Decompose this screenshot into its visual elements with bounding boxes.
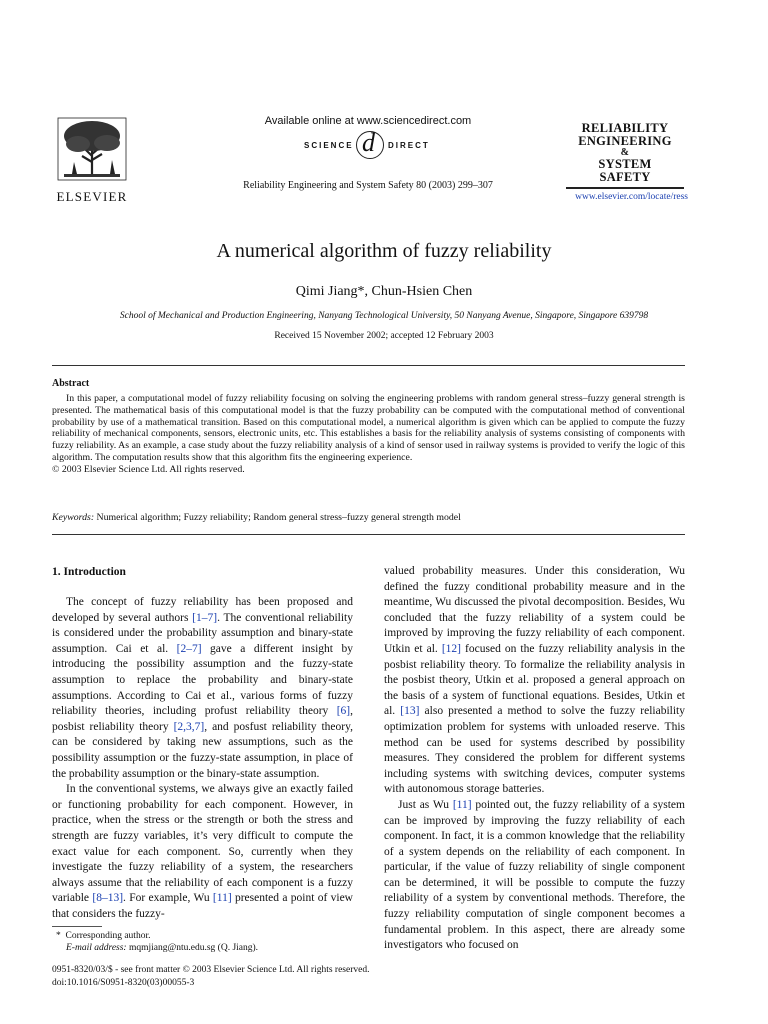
footnote-email: E-mail address: mqmjiang@ntu.edu.sg (Q. Jiang).: [66, 943, 259, 953]
sciencedirect-logo[interactable]: [290, 128, 450, 161]
journal-logo-line-1: RELIABILITY: [581, 121, 669, 135]
journal-logo-box: [566, 120, 684, 189]
abstract-text: In this paper, a computational model of fuzzy reliability focusing on solving the engineering problems with random general stress–fuzzy general strength is presented. The mathematical basis of this computational model is that the fuzzy probability can be computed with the computational method of conventional probability by use of a mathematical transition. Based on this computational model, a numerical algorithm is given which can be applied to compute the fuzzy reliability of mechanical components, sensors, electronic units, etc. This establishes a basis for the reliability analysis of systems consisting of components with fuzzy reliability. As an example, a case study about the fuzzy reliability analysis of a kind of sensor used in railway systems is provided to verify the logic of this algorithm. The computation results show that this algorithm fits the engineering experience.: [52, 393, 685, 463]
left-paragraph-2: In the conventional systems, we always give an exactly failed or functioning probability for each component. However, in practice, when the stress or the strength or both the stress and strength are fuzzy variables, it’s very difficult to compute the exact value for each component. So, currently when they investigate the fuzzy reliability of a system, the researchers always assume that the reliability of each component is a fuzzy variable [8–13]. For example, Wu [11] presented a point of view that considers the fuzzy-: [52, 783, 353, 920]
footnote: [56, 930, 356, 954]
abstract-copyright: © 2003 Elsevier Science Ltd. All rights reserved.: [52, 463, 245, 475]
left-paragraph-1: The concept of fuzzy reliability has been proposed and developed by several authors [1–7]. The conventional reliability is considered under the probability assumption and binary-state assumption. Cai et al. [2–7] gave a different insight by introducing the possibility assumption and the fuzzy-state assumption to replace the probability and binary-state assumptions. According to Cai et al., various forms of fuzzy reliability theories, including profust reliability theory [6], posbist reliability theory [2,3,7], and posfust reliability theory, can be considered by taking new assumptions, such as the possibility assumption or the fuzzy-state assumption, in place of the probability assumption or the binary-state assumption.: [52, 596, 353, 780]
journal-logo-line-2: ENGINEERING: [578, 133, 672, 148]
journal-logo-line-5: SAFETY: [599, 169, 651, 184]
authors: Qimi Jiang*, Chun-Hsien Chen: [295, 284, 473, 299]
right-paragraph-1: valued probability measures. Under this consideration, Wu defined the fuzzy conditional probability measure and in the meantime, Wu discussed the pivotal decomposition. Besides, Wu concluded that the fuzzy reliability of a system could be improved by improving the fuzzy reliability of each component. Utkin et al. [12] focused on the fuzzy reliability analysis in the posbist reliability theory. To formalize the reliability analysis in the posbist theory, Utkin et al. proposed a general approach on the basis of a system of functional equations. Besides, Utkin et al. [13] also presented a method to solve the fuzzy reliability optimization problem for systems with unloaded reserve. This method can be used for systems described by possibility measures. They considered the problem for different systems including systems with switching devices, computer systems with autonomous storage batteries.: [384, 565, 686, 796]
journal-url[interactable]: www.elsevier.com/locate/ress: [575, 192, 688, 202]
section-heading: 1. Introduction: [52, 566, 126, 578]
citation-link[interactable]: [8–13]: [92, 892, 124, 905]
keywords-text: Numerical algorithm; Fuzzy reliability; Random general stress–fuzzy general strength model: [96, 512, 461, 523]
affiliation: School of Mechanical and Production Engineering, Nanyang Technological University, 50 Nanyang Avenue, Singapore, Singapore 639798: [119, 311, 649, 321]
citation-link[interactable]: [6]: [336, 705, 351, 718]
citation-link[interactable]: [13]: [400, 705, 420, 718]
citation-link[interactable]: [2,3,7]: [173, 720, 205, 733]
citation-link[interactable]: [11]: [212, 892, 232, 905]
right-paragraph-2: Just as Wu [11] pointed out, the fuzzy reliability of a system can be improved by improving the fuzzy reliability of each component. In fact, it is a common knowledge that the reliability of a system depends on the reliability of each component. In particular, if the value of fuzzy reliability of single component can be determined, it will be possible to compute the fuzzy reliability of a system by conventional methods. Therefore, the fuzzy reliability computation of single component becomes a fundamental problem. In this aspect, there are already some investigators who focused on: [384, 798, 685, 952]
publisher-name: ELSEVIER: [56, 189, 128, 204]
sd-mark-letter: d: [362, 128, 375, 157]
sd-right-text: DIRECT: [388, 141, 430, 150]
divider-abstract: [52, 534, 685, 535]
keywords: [52, 512, 685, 523]
journal-logo-line-3: &: [620, 147, 630, 158]
elsevier-tree-icon: [52, 116, 132, 182]
citation-link[interactable]: [11]: [452, 798, 472, 811]
abstract-heading: Abstract: [52, 378, 90, 389]
sd-mark-icon: [356, 128, 384, 159]
paper-title: A numerical algorithm of fuzzy reliability: [216, 240, 552, 262]
issn-line: 0951-8320/03/$ - see front matter © 2003 Elsevier Science Ltd. All rights reserved.: [52, 965, 370, 975]
sd-left-text: SCIENCE: [304, 141, 354, 150]
abstract-body: [52, 393, 685, 476]
elsevier-logo: [52, 116, 132, 204]
journal-logo-line-4: SYSTEM: [598, 157, 652, 171]
available-online[interactable]: Available online at www.sciencedirect.com: [264, 115, 472, 127]
citation-link[interactable]: [12]: [441, 642, 461, 655]
journal-citation: Reliability Engineering and System Safety 80 (2003) 299–307: [243, 180, 493, 191]
doi-line[interactable]: doi:10.1016/S0951-8320(03)00055-3: [52, 978, 195, 988]
citation-link[interactable]: [2–7]: [176, 642, 202, 655]
footnote-rule: [52, 926, 102, 927]
divider-top: [52, 365, 685, 366]
email-link[interactable]: mqmjiang@ntu.edu.sg (Q. Jiang).: [128, 943, 259, 953]
keywords-label: Keywords:: [52, 512, 95, 523]
citation-link[interactable]: [1–7]: [192, 611, 218, 624]
received-dates: Received 15 November 2002; accepted 12 February 2003: [274, 331, 494, 341]
footnote-corresponding: * Corresponding author.: [56, 931, 151, 941]
right-column: [384, 564, 685, 954]
left-column: [52, 595, 353, 922]
